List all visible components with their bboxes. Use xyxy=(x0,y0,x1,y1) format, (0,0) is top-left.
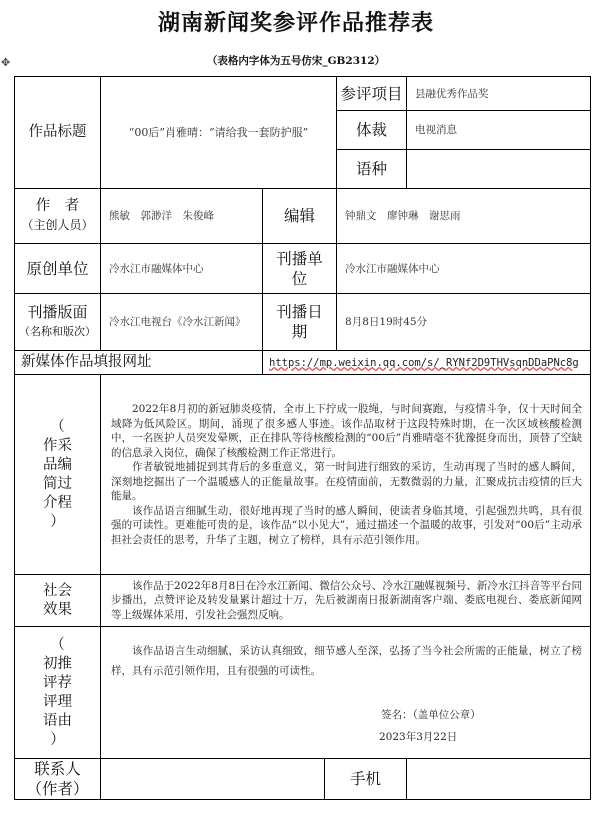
contact-label xyxy=(15,759,101,800)
editors-value: 钟鼎文 廖钟琳 谢思雨 xyxy=(337,189,591,244)
author-label-main: 作 者 xyxy=(35,198,80,214)
author-label xyxy=(15,189,101,244)
intro-paragraph: 该作品语言细腻生动，很好地再现了当时的感人瞬间，使读者身临其境，引起强烈共鸣，具有很强的可读性。更难能可贵的是，该作品“以小见大”，通过描述一个温暖的故事，引发对“00后”主动承担社会责任的思考，升华了主题，树立了榜样，具有示范引领作用。 xyxy=(111,504,583,546)
pub-date-label xyxy=(263,294,337,351)
work-title-label: 作品标题 xyxy=(15,77,101,189)
recommendation-form-table xyxy=(14,76,591,800)
recommend-label-line: 评荐 xyxy=(43,674,72,691)
pub-date-label-line1: 刊播日 xyxy=(276,303,323,321)
recommend-content xyxy=(101,627,591,759)
author-label-note: （主创人员） xyxy=(21,218,94,232)
url-text[interactable]: https://mp.weixin.qq.com/s/_RYNf2D9THVsqnDDaPNc8g xyxy=(269,356,579,369)
intro-paragraph: 2022年8月初的新冠肺炎疫情，全市上下拧成一股绳，与时间赛跑，与疫情斗争，仅十天时间全域降为低风险区。期间，涌现了很多感人事迹。该作品取材于这段特殊时期，在一次区域核酸检测中，一名医护人员突发晕厥，正在排队等待核酸检测的“00后”肖雅晴毫不犹豫挺身而出，顶替了空缺的信息录入岗位，确保了核酸检测工作正常进行。 xyxy=(111,403,583,459)
social-effect-label-line: 效果 xyxy=(43,601,72,618)
entry-item-label: 参评项目 xyxy=(337,77,407,111)
entry-item-value: 县融优秀作品奖 xyxy=(407,77,591,111)
publisher-value: 冷水江市融媒体中心 xyxy=(337,244,591,294)
original-unit-value: 冷水江市融媒体中心 xyxy=(101,244,263,294)
pub-page-label-main: 刊播版面 xyxy=(27,303,88,321)
recommend-label-line: 初推 xyxy=(43,655,72,672)
contact-label-line1: 联系人 xyxy=(34,760,81,778)
contact-value xyxy=(101,759,325,800)
form-subtitle: （表格内字体为五号仿宋_GB2312） xyxy=(206,55,386,67)
publisher-label-line1: 刊播单 xyxy=(276,249,323,268)
intro-label-line: 介程 xyxy=(43,494,72,511)
pub-page-value: 冷水江电视台《冷水江新闻》 xyxy=(101,294,263,351)
social-effect-text: 该作品于2022年8月8日在冷水江新闻、微信公众号、冷水江融媒视频号、新冷水江抖音等平台同步播出，点赞评论及转发量累计超过十万，先后被湖南日报新湖南客户端、娄底电视台、娄底新闻网等上级媒体采用，引发社会强烈反响。 xyxy=(111,579,583,621)
recommend-label-line: ） xyxy=(50,731,65,748)
signature-line: 签名：（盖单位公章） xyxy=(381,709,481,721)
language-value xyxy=(407,150,591,189)
signature-date: 2023年3月22日 xyxy=(379,731,458,743)
pub-date-label-line2: 期 xyxy=(291,323,308,341)
publisher-label xyxy=(263,244,337,294)
recommend-text-wrap xyxy=(101,627,590,683)
intro-content xyxy=(101,375,591,575)
social-effect-content xyxy=(101,575,591,627)
recommend-label-line: 评理 xyxy=(43,693,72,710)
intro-label-line: ） xyxy=(50,513,65,530)
social-effect-label-line: 社会 xyxy=(43,582,72,599)
authors-value: 熊敏 郭渺洋 朱俊峰 xyxy=(101,189,263,244)
contact-label-line2: （作者） xyxy=(26,780,89,798)
publisher-label-line2: 位 xyxy=(291,269,308,288)
phone-value xyxy=(407,759,591,800)
intro-label-line: （ xyxy=(50,418,65,435)
original-unit-label: 原创单位 xyxy=(15,244,101,294)
language-label: 语种 xyxy=(337,150,407,189)
pub-date-value: 8月8日19时45分 xyxy=(337,294,591,351)
phone-label: 手机 xyxy=(325,759,407,800)
intro-label xyxy=(15,375,101,575)
newmedia-url-value[interactable] xyxy=(263,351,591,375)
work-title-value: “00后”肖雅晴：“请给我一套防护服” xyxy=(101,77,337,189)
pub-page-label-note: （名称和版次） xyxy=(19,325,96,338)
pub-page-label xyxy=(15,294,101,351)
intro-paragraph: 作者敏锐地捕捉到其背后的多重意义，第一时间进行细致的采访，生动再现了当时的感人瞬间，深刻地挖掘出了一个温暖感人的正能量故事。在疫情面前，无数微弱的力量，汇聚成抗击疫情的巨大能量。 xyxy=(111,461,583,502)
social-effect-label xyxy=(15,575,101,627)
recommend-label xyxy=(15,627,101,759)
form-title: 湖南新闻奖参评作品推荐表 xyxy=(157,11,434,36)
newmedia-url-label: 新媒体作品填报网址 xyxy=(15,351,263,375)
recommend-text: 该作品语言生动细腻，采访认真细致，细节感人至深，弘扬了当今社会所需的正能量，树立了榜样，具有示范引领作用，且有很强的可读性。 xyxy=(111,645,583,677)
recommend-label-line: 语由 xyxy=(43,712,72,729)
genre-value: 电视消息 xyxy=(407,111,591,150)
editor-label: 编辑 xyxy=(263,189,337,244)
intro-label-line: 品编 xyxy=(43,456,72,473)
recommend-label-line: （ xyxy=(50,636,65,653)
genre-label: 体裁 xyxy=(337,111,407,150)
table-move-handle-icon[interactable]: ✥ xyxy=(1,56,11,69)
intro-label-line: 作采 xyxy=(43,437,72,454)
intro-label-line: 简过 xyxy=(43,475,72,492)
